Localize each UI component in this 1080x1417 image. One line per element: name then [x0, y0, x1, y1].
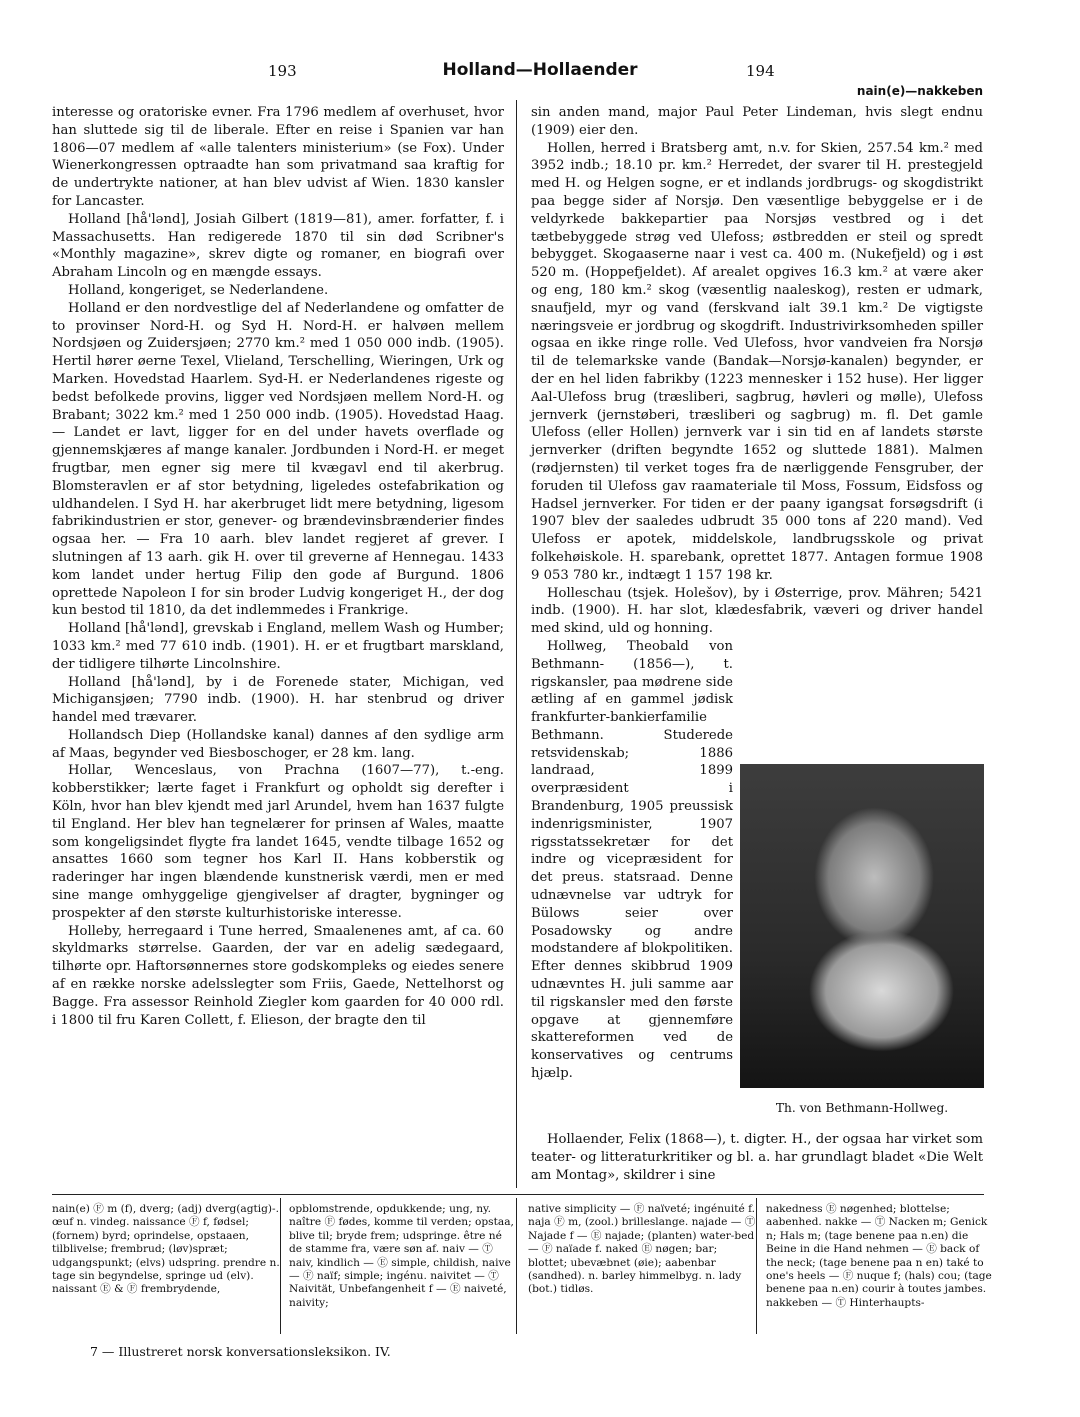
glossary-column-2: [289, 1203, 517, 1310]
entry-hollaender-block: [531, 1131, 983, 1184]
entry-hollar: Hollar, Wenceslaus, von Prachna (1607—77), t.-eng. kobberstikker; lærte faget i Frankfurt og opholdt sig derefter i Köln, hvor han blev kjendt med jarl Arundel, hvem han 1637 fulgte til England. Her blev han tegnelærer for prinsen af Wales, maatte som kongeligsindet flygte fra landet 1645, vendte tilbage 1652 og ansattes 1660 som tegner hos Karl II. Hans kobberstik og raderinger har ingen blændende kunstnerisk værdi, men er med sine mange omhyggelige gjengivelser af dragter, bygninger og prospekter af den største kulturhistoriske interesse.: [52, 763, 504, 921]
entry-continuation: interesse og oratoriske evner. Fra 1796 medlem af overhuset, hvor han sluttede sig til de liberale. Efter en reise i Spanien var han 1806—07 medlem af «alle talenters ministerium» (se Fox). Under Wienerkongressen optraadte han som privatmand saa kraftig for de undertrykte nationer, at han blev udvist af Wien. 1830 kansler for Lancaster.: [52, 105, 504, 209]
photo-caption: Th. von Bethmann-Hollweg.: [775, 1101, 949, 1115]
glossary-text: opblomstrende, opdukkende; ung, ny. naître Ⓕ fødes, komme til verden; opstaa, blive til; bryde frem; udspringe. être né de stamme fra, være søn af. naiv — Ⓣ naiv, kindlich — Ⓔ simple, childish, naive — Ⓕ naïf; simple; ingénu. naivitet — Ⓣ Naivität, Unbefangenheit f — Ⓔ naiveté, naivity;: [289, 1203, 514, 1309]
guide-words: nain(e)—nakkeben: [856, 84, 983, 98]
entry-hollaender: Hollaender, Felix (1868—), t. digter. H., der ogsaa har virket som teater- og litteraturkritiker og bl. a. har grundlagt bladet «Die Welt am Montag», skildrer i sine: [531, 1132, 983, 1183]
portrait-photo: [740, 764, 984, 1088]
page-footer: 7 — Illustreret norsk konversationsleksikon. IV.: [90, 1344, 391, 1359]
entry-holland-josiah: Holland [hå'lənd], Josiah Gilbert (1819—81), amer. forfatter, f. i Massachusetts. Han redigerede 1870 til sin død Scribner's «Monthly magazine», skrev digte og romaner, en biografi over Abraham Lincoln og en mængde essays.: [52, 211, 504, 281]
entry-holleschau: Holleschau (tsjek. Holešov), by i Østerrige, prov. Mähren; 5421 indb. (1900). H. har slot, klædesfabrik, væveri og driver handel med skind, uld og honning.: [531, 585, 983, 637]
entry-continuation-right: sin anden mand, major Paul Peter Lindeman, hvis slegt endnu (1909) eier den.: [531, 105, 983, 138]
glossary-column-1: [52, 1203, 280, 1297]
glossary-rule: [52, 1194, 984, 1195]
entry-holleby: Holleby, herregaard i Tune herred, Smaalenenes amt, af ca. 60 skyldmarks størrelse. Gaarden, der var en adelig sædegaard, tilhørte opr. Haftorsønnernes store godskompleks og eiedes senere af en række norske adelsslegter som Friis, Gaede, Nettelhorst og Bagge. Fra assessor Reinhold Ziegler kom gaarden for 40 000 rdl. i 1800 til fru Karen Collett, f. Elieson, der bragte den til: [52, 923, 504, 1028]
entry-holland-michigan: Holland [hå'lənd], by i de Forenede stater, Michigan, ved Michigansjøen; 7790 indb. (1900). H. har stenbrud og driver handel med trævarer.: [52, 674, 504, 726]
page-number-right: 194: [746, 62, 775, 80]
entry-hollandsch-diep: Hollandsch Diep (Hollandske kanal) dannes af den sydlige arm af Maas, begynder ved Biesboschoger, er 28 km. lang.: [52, 727, 504, 761]
glossary-column-3: [528, 1203, 756, 1297]
entry-holland-provinces: Holland er den nordvestlige del af Nederlandene og omfatter de to provinser Nord-H. og Syd H. Nord-H. er halvøen mellem Nordsjøen og Zuidersjøen; 2770 km.² med 1 050 000 indb. (1905). Hertil hører øerne Texel, Vlieland, Terschelling, Wieringen, Urk og Marken. Hovedstad Haarlem. Syd-H. er Nederlandenes rigeste og bedst befolkede provins, ligger ved Nordsjøen mellem Nord-H. og Brabant; 3022 km.² med 1 250 000 indb. (1905). Hovedstad Haag. — Landet er lavt, ligger for en del under havets overflade og gjennemskjæres af mange kanaler. Jordbunden i Nord-H. er meget frugtbar, men egner sig mere til kvægavl end til akerbrug. Blomsteravlen er af stor betydning, ligeledes ostefabrikation og uldhandelen. I Syd H. har akerbruget lidt mere betydning, ligesom fabrikindustrien er stor, genever- og brændevinsbrænderier findes ogsaa her. — Fra 10 aarh. blev landet regjeret af grever. I slutningen af 13 aarh. gik H. over til greverne af Hennegau. 1433 kom landet under hertug Filip den gode af Burgund. 1806 oprettede Napoleon I for sin broder Ludvig kongeriget H., der dog kun bestod til 1810, da det indlemmedes i Frankrige.: [52, 300, 504, 619]
glossary-text: nain(e) Ⓕ m (f), dverg; (adj) dverg(agtig)-. œuf n. vindeg. naissance Ⓕ f, fødsel; (fornem) byrd; oprindelse, opstaaen, tilblivelse; frembrud; (løv)spræt; udgangspunkt; (elvs) udspring. prendre n. tage sin begyndelse, springe ud (elv). naissant Ⓔ & Ⓕ frembrydende,: [52, 1203, 280, 1296]
glossary-divider-1: [280, 1198, 281, 1334]
glossary-text: nakedness Ⓔ nøgenhed; blottelse; aabenhed. nakke — Ⓣ Nacken m; Genick n; Hals m; (tage benene paa n.en) die Beine in die Hand nehmen — Ⓔ back of the neck; (tage benene paa n en) také to one's heels — Ⓕ nuque f; (hals) cou; (tage benene paa n.en) courir à toutes jambes. nakkeben — Ⓣ Hinterhaupts-: [766, 1203, 992, 1309]
running-title: Holland—Hollaender: [442, 60, 638, 80]
glossary-text: native simplicity — Ⓕ naïveté; ingénuité f. naja Ⓕ m, (zool.) brilleslange. najade — Ⓣ Najade f — Ⓔ najade; (planten) water-bed — Ⓕ naïade f. naked Ⓔ nøgen; bar; blottet; ubevæbnet (øie); aabenbar (sandhed). n. barley himmelbyg. n. lady (bot.) tidløs.: [528, 1203, 756, 1296]
entry-holland-kingdom: Holland, kongeriget, se Nederlandene.: [68, 282, 329, 298]
entry-holland-england: Holland [hå'lənd], grevskab i England, mellem Wash og Humber; 1033 km.² med 77 610 indb. (1901). H. er et frugtbart marskland, der tidligere tilhørte Lincolnshire.: [52, 621, 504, 672]
glossary-column-4: [766, 1203, 994, 1310]
page-number-left: 193: [268, 62, 297, 80]
entry-hollweg: Hollweg, Theobald von Bethmann- (1856—), t. rigskansler, paa mødrene side ætling af en gammel jødisk frankfurter-bankierfamilie Bethmann. Studerede retsvidenskab; 1886 landraad, 1899 overpræsident i Brandenburg, 1905 preussisk indenrigsminister, 1907 rigsstatssekretær for det indre og vicepræsident for det preus. statsraad. Denne udnævnelse var udtryk for Bülows seier over Posadowsky og andre modstandere af blokpolitiken. Efter dennes skibbrud 1909 udnævntes H. juli samme aar til rigskansler med den første opgave at gjennemføre skattereformen ved de konservatives og centrums hjælp.: [531, 638, 733, 1082]
left-column: [52, 104, 504, 1029]
entry-hollen: Hollen, herred i Bratsberg amt, n.v. for Skien, 257.54 km.² med 3952 indb.; 18.10 pr. km.² Herredet, der svarer til H. prestegjeld med H. og Helgen sogne, er et indlands jordbrugs- og skogdistrikt paa begge sider af Norsjø. Den væsentlige bebyggelse er i de veldyrkede bakkepartier paa Norsjøs vestbred og i det tætbebyggede strøg ved Ulefoss; østbredden er steil og spredt bebygget. Skogaaserne naar i vest ca. 400 m. (Nukefjeld) og i øst 520 m. (Hoppefjeldet). Af arealet opgives 16.3 km.² at være aker og eng, 180 km.² skog (væsentlig naaleskog), resten er udmark, snaufjeld, myr og vand (ferskvand ialt 39.1 km.² De vigtigste næringsveie er jordbrug og skogdrift. Industrivirksomheden spiller ogsaa en ikke ringe rolle. Ved Ulefoss, hvor vandveien fra Norsjø til de telemarkske vande (Bandak—Norsjø-kanalen) begynder, er der en hel liden fabrikby (1223 mennesker i 152 huse). Her ligger Aal-Ulefoss brug (træsliberi, sagbrug, høvleri og mølle), Ulefoss jernverk (jernstøberi, træsliberi og sagbrug) m. fl. Det gamle Ulefoss (eller Hollen) jernverk var i sin tid en af landets største jernverker (driften begyndte 1652 og sluttede 1881). Malmen (rødjernsten) til verket toges fra de nærliggende Fensgruber, der foruden til Ulefoss gav raamateriale til Moss, Fossum, Eidsfoss og Hadsel jernverker. For tiden er der paany igangsat forsøgsdrift (i 1907 blev der saaledes udbrudt 35 000 tons af 220 mand). Ved Ulefoss er apotek, middelskole, landbrugsskole og privat folkehøiskole. H. sparebank, oprettet 1877. Antagen formue 1908 9 053 780 kr., indtægt 1 157 198 kr.: [531, 140, 983, 583]
column-divider: [516, 100, 517, 1188]
glossary-divider-3: [756, 1198, 757, 1334]
